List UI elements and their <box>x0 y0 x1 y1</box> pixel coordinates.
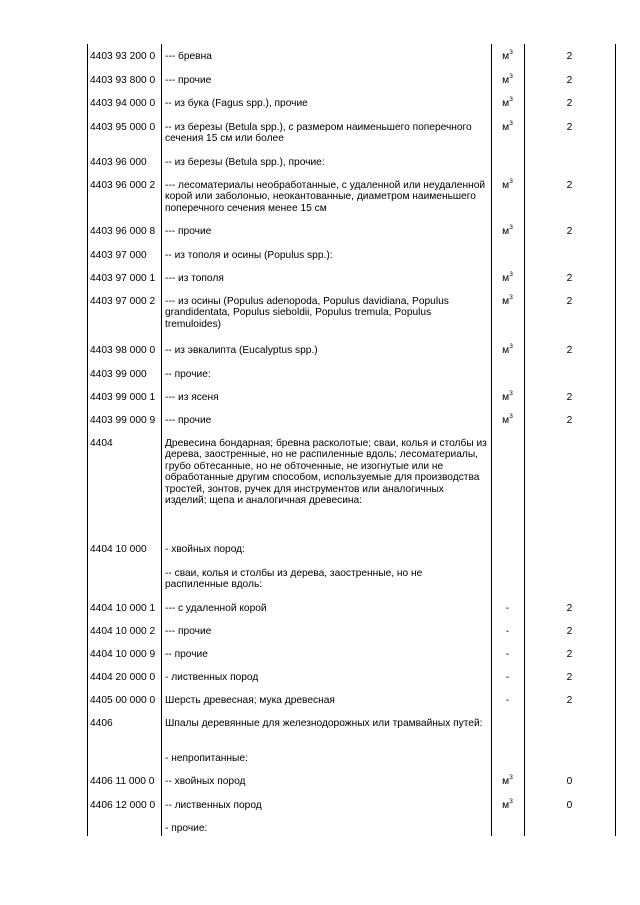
goods-description: --- прочие <box>165 226 212 237</box>
unit-of-measure <box>491 816 524 840</box>
duty-rate: 2 <box>566 75 573 86</box>
tnved-code: 4403 98 000 0 <box>90 345 156 356</box>
goods-description: --- лесоматериалы необработанные, с удаленной или неудаленной корой или заболонью, неокантованные, диаметром наименьшего поперечного сечения менее 15 см <box>165 180 486 214</box>
goods-description: --- из тополя <box>165 273 224 284</box>
duty-rate: 2 <box>566 603 573 614</box>
goods-description: --- бревна <box>165 51 212 62</box>
duty-rate <box>524 150 615 173</box>
unit-of-measure <box>491 619 524 642</box>
tnved-code: 4406 <box>90 718 113 729</box>
unit-of-measure <box>491 266 524 289</box>
goods-description: -- из эвкалипта (Eucalyptus spp.) <box>165 345 318 356</box>
unit-exponent: 3 <box>509 49 513 56</box>
unit-exponent: 3 <box>509 271 513 278</box>
tnved-code: 4404 10 000 2 <box>90 626 156 637</box>
duty-rate: 2 <box>566 180 573 191</box>
table-row <box>87 688 615 711</box>
tnved-code: 4404 10 000 <box>90 544 147 555</box>
unit-label: - <box>505 672 510 683</box>
duty-rate: 2 <box>566 98 573 109</box>
duty-rate <box>524 362 615 385</box>
goods-description: -- хвойных пород <box>165 776 246 787</box>
goods-description: --- с удаленной корой <box>165 603 267 614</box>
goods-description: -- лиственных пород <box>165 800 262 811</box>
goods-description: - хвойных пород: <box>165 544 245 555</box>
unit-label: - <box>505 695 510 706</box>
goods-description: Шпалы деревянные для железнодорожных или трамвайных путей: <box>165 718 483 729</box>
unit-label: м <box>502 345 510 356</box>
tnved-code: 4403 99 000 9 <box>90 415 156 426</box>
table-row <box>87 408 615 431</box>
unit-label: м <box>502 415 510 426</box>
unit-of-measure <box>491 561 524 596</box>
duty-rate: 2 <box>566 226 573 237</box>
unit-exponent: 3 <box>509 96 513 103</box>
unit-of-measure <box>491 769 524 793</box>
tnved-code: 4403 96 000 8 <box>90 226 156 237</box>
duty-rate <box>524 746 615 769</box>
tariff-table <box>87 44 615 836</box>
goods-description: Шерсть древесная; мука древесная <box>165 695 335 706</box>
table-row <box>87 289 615 338</box>
tnved-code: 4403 93 200 0 <box>90 51 156 62</box>
table-row <box>87 746 615 769</box>
duty-rate: 2 <box>566 345 573 356</box>
duty-rate <box>524 816 615 840</box>
table-row <box>87 44 615 68</box>
unit-exponent: 3 <box>509 294 513 301</box>
duty-rate: 2 <box>566 122 573 133</box>
table-row <box>87 711 615 746</box>
unit-of-measure <box>491 338 524 362</box>
duty-rate: 2 <box>566 273 573 284</box>
tnved-code: 4404 <box>90 438 113 449</box>
tnved-code: 4406 12 000 0 <box>90 800 156 811</box>
unit-of-measure <box>491 711 524 746</box>
unit-label: м <box>502 776 510 787</box>
tnved-code: 4403 97 000 <box>90 250 147 261</box>
unit-label: - <box>505 626 510 637</box>
unit-of-measure <box>491 91 524 115</box>
unit-label: м <box>502 296 510 307</box>
table-row <box>87 793 615 816</box>
tnved-code: 4405 00 000 0 <box>90 695 156 706</box>
goods-description: -- сваи, колья и столбы из дерева, заостренные, но не распиленные вдоль: <box>165 568 423 591</box>
table-row <box>87 642 615 665</box>
duty-rate: 2 <box>566 51 573 62</box>
table-row <box>87 150 615 173</box>
unit-label: м <box>502 392 510 403</box>
tnved-code: 4403 93 800 0 <box>90 75 156 86</box>
table-row <box>87 266 615 289</box>
table-row <box>87 665 615 688</box>
unit-exponent: 3 <box>509 343 513 350</box>
unit-of-measure <box>491 596 524 619</box>
tnved-code: 4403 96 000 <box>90 157 147 168</box>
goods-description: Древесина бондарная; бревна расколотые; сваи, колья и столбы из дерева, заостренные, но не распиленные вдоль; лесоматериалы, грубо обтесанные, но не обточенные, не изогнутые или не обработанные другим способом, используемые для производства тростей, зонтов, ручек для инструментов или аналогичных изделий; щепа и аналогичная древесина: <box>165 438 487 507</box>
duty-rate <box>524 711 615 746</box>
unit-of-measure <box>491 362 524 385</box>
goods-description: -- из березы (Betula spp.), прочие: <box>165 157 325 168</box>
duty-rate <box>524 561 615 596</box>
table-row <box>87 338 615 362</box>
column-divider <box>615 44 616 836</box>
table-row <box>87 91 615 115</box>
goods-description: -- прочие: <box>165 369 211 380</box>
tnved-code: 4404 10 000 9 <box>90 649 156 660</box>
table-row <box>87 362 615 385</box>
duty-rate <box>524 243 615 266</box>
unit-of-measure <box>491 746 524 769</box>
goods-description: --- прочие <box>165 415 212 426</box>
unit-of-measure <box>491 642 524 665</box>
unit-of-measure <box>491 688 524 711</box>
unit-of-measure <box>491 408 524 431</box>
table-row <box>87 173 615 219</box>
duty-rate: 2 <box>566 649 573 660</box>
tnved-code <box>87 816 161 840</box>
duty-rate: 2 <box>566 415 573 426</box>
unit-label: м <box>502 122 510 133</box>
duty-rate: 2 <box>566 392 573 403</box>
duty-rate: 2 <box>566 672 573 683</box>
duty-rate: 2 <box>566 296 573 307</box>
tnved-code: 4403 97 000 1 <box>90 273 156 284</box>
unit-of-measure <box>491 44 524 68</box>
duty-rate: 0 <box>566 800 573 811</box>
unit-label: - <box>505 649 510 660</box>
tnved-code: 4403 96 000 2 <box>90 180 156 191</box>
goods-description: - непропитанные: <box>165 753 248 764</box>
unit-label: м <box>502 180 510 191</box>
unit-of-measure <box>491 537 524 561</box>
tnved-code: 4403 99 000 1 <box>90 392 156 403</box>
duty-rate: 2 <box>566 695 573 706</box>
table-row <box>87 816 615 840</box>
tnved-code: 4404 20 000 0 <box>90 672 156 683</box>
goods-description: --- из ясеня <box>165 392 219 403</box>
tnved-code: 4403 97 000 2 <box>90 296 156 307</box>
duty-rate: 2 <box>566 626 573 637</box>
tnved-code: 4404 10 000 1 <box>90 603 156 614</box>
unit-label: м <box>502 98 510 109</box>
table-row <box>87 115 615 150</box>
table-row <box>87 243 615 266</box>
unit-of-measure <box>491 385 524 408</box>
table-row <box>87 431 615 537</box>
tnved-code <box>87 746 161 769</box>
duty-rate: 0 <box>566 776 573 787</box>
table-row <box>87 219 615 243</box>
unit-exponent: 3 <box>509 178 513 185</box>
goods-description: --- из осины (Populus adenopoda, Populus davidiana, Populus grandidentata, Populus sieboldii, Populus tremula, Populus tremuloides) <box>165 296 449 330</box>
unit-of-measure <box>491 243 524 266</box>
table-row <box>87 596 615 619</box>
tnved-code: 4403 99 000 <box>90 369 147 380</box>
unit-label: м <box>502 226 510 237</box>
goods-description: -- из тополя и осины (Populus spp.): <box>165 250 333 261</box>
goods-description: -- из березы (Betula spp.), с размером наименьшего поперечного сечения 15 см или более <box>165 122 472 145</box>
duty-rate <box>524 431 615 537</box>
goods-description: - прочие: <box>165 823 208 834</box>
unit-of-measure <box>491 115 524 150</box>
unit-label: м <box>502 800 510 811</box>
goods-description: -- прочие <box>165 649 208 660</box>
unit-label: м <box>502 75 510 86</box>
unit-exponent: 3 <box>509 413 513 420</box>
unit-of-measure <box>491 219 524 243</box>
unit-exponent: 3 <box>509 774 513 781</box>
table-row <box>87 537 615 561</box>
unit-of-measure <box>491 289 524 338</box>
duty-rate <box>524 537 615 561</box>
tnved-code <box>87 561 161 596</box>
goods-description: --- прочие <box>165 75 212 86</box>
unit-exponent: 3 <box>509 224 513 231</box>
unit-exponent: 3 <box>509 390 513 397</box>
table-row <box>87 619 615 642</box>
tnved-code: 4406 11 000 0 <box>90 776 155 787</box>
unit-exponent: 3 <box>509 120 513 127</box>
table-row <box>87 769 615 793</box>
unit-label: м <box>502 273 510 284</box>
unit-of-measure <box>491 431 524 537</box>
table-row <box>87 68 615 91</box>
table-body <box>87 44 615 840</box>
goods-description: --- прочие <box>165 626 212 637</box>
unit-exponent: 3 <box>509 798 513 805</box>
unit-of-measure <box>491 150 524 173</box>
unit-exponent: 3 <box>509 73 513 80</box>
tnved-code: 4403 94 000 0 <box>90 98 156 109</box>
tnved-code: 4403 95 000 0 <box>90 122 156 133</box>
table-row <box>87 385 615 408</box>
goods-description: - лиственных пород <box>165 672 259 683</box>
unit-of-measure <box>491 665 524 688</box>
unit-label: м <box>502 51 510 62</box>
unit-of-measure <box>491 793 524 816</box>
goods-description: -- из бука (Fagus spp.), прочие <box>165 98 308 109</box>
table-row <box>87 561 615 596</box>
unit-of-measure <box>491 68 524 91</box>
unit-of-measure <box>491 173 524 219</box>
unit-label: - <box>505 603 510 614</box>
